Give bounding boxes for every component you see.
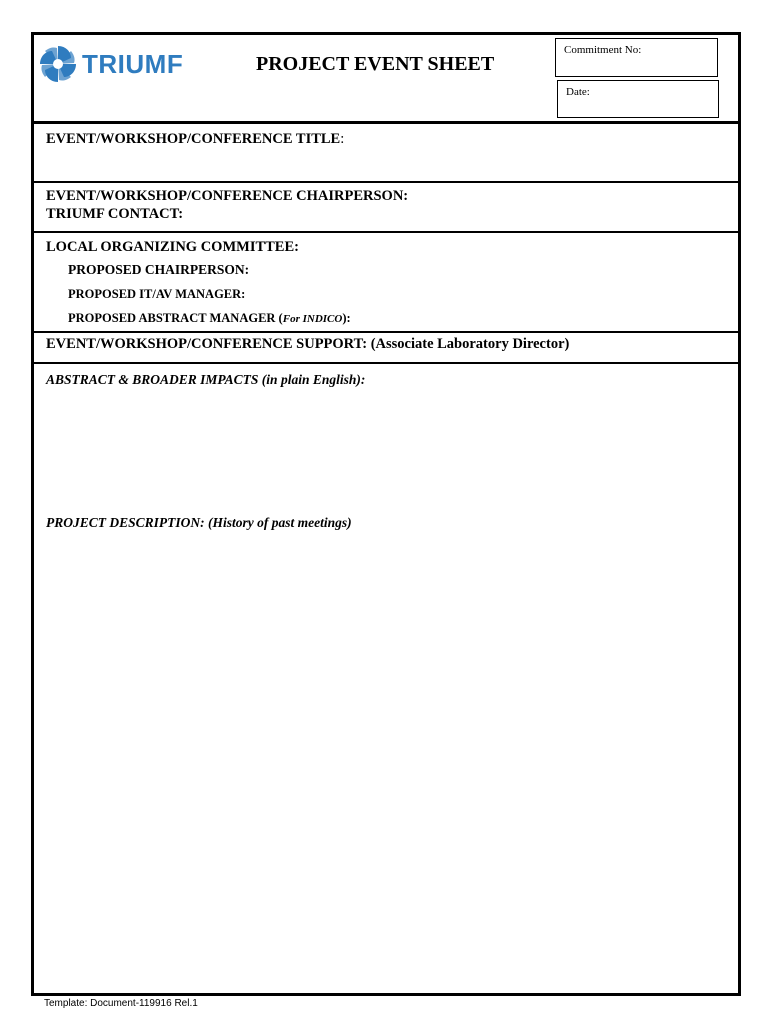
proposed-abstract-manager-field[interactable] <box>68 311 351 326</box>
date-field[interactable] <box>557 80 719 118</box>
page-title: PROJECT EVENT SHEET <box>256 53 495 75</box>
triumf-contact-field[interactable]: TRIUMF CONTACT: <box>46 206 184 222</box>
project-description-field[interactable]: PROJECT DESCRIPTION: (History of past meetings) <box>46 515 352 530</box>
commitment-number-field[interactable] <box>555 38 718 77</box>
triumf-swirl-icon <box>38 44 78 84</box>
event-title-label: EVENT/WORKSHOP/CONFERENCE TITLE <box>46 131 341 147</box>
loc-heading: LOCAL ORGANIZING COMMITTEE: <box>46 239 299 255</box>
divider-contact <box>31 231 738 233</box>
proposed-itav-field[interactable]: PROPOSED IT/AV MANAGER: <box>68 287 246 301</box>
event-title-field[interactable] <box>46 131 344 148</box>
commitment-number-label: Commitment No: <box>564 44 642 56</box>
proposed-chairperson-field[interactable]: PROPOSED CHAIRPERSON: <box>68 262 250 277</box>
divider-support <box>31 362 738 364</box>
support-field[interactable]: EVENT/WORKSHOP/CONFERENCE SUPPORT: (Associate Laboratory Director) <box>46 336 570 352</box>
event-title-colon: : <box>340 131 345 147</box>
form-frame <box>31 32 741 996</box>
indico-note: For INDICO <box>282 313 343 325</box>
logo-text: TRIUMF <box>82 48 184 79</box>
template-footer: Template: Document-119916 Rel.1 <box>44 998 198 1009</box>
chairperson-field[interactable]: EVENT/WORKSHOP/CONFERENCE CHAIRPERSON: <box>46 188 409 204</box>
divider-loc <box>31 331 738 333</box>
date-label: Date: <box>566 86 590 98</box>
triumf-logo <box>38 44 183 84</box>
abstract-field[interactable]: ABSTRACT & BROADER IMPACTS (in plain English): <box>46 372 366 387</box>
proposed-abstract-label-a: PROPOSED ABSTRACT MANAGER ( <box>68 311 283 325</box>
proposed-abstract-label-c: ): <box>342 311 351 325</box>
divider-title <box>31 181 738 183</box>
divider-header <box>31 121 738 124</box>
